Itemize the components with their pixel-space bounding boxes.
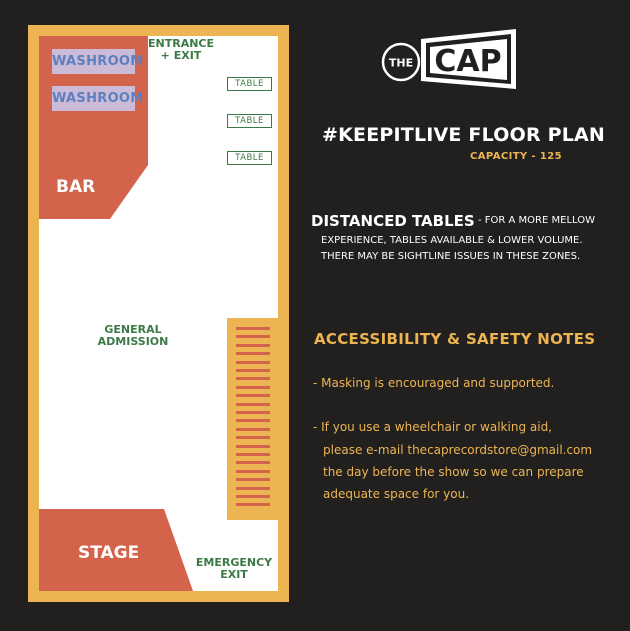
note-masking: - Masking is encouraged and supported.: [313, 376, 555, 390]
stage-label: STAGE: [78, 543, 140, 563]
accessibility-heading: ACCESSIBILITY & SAFETY NOTES: [314, 330, 596, 348]
seat-row-line: [236, 419, 270, 422]
seat-row-line: [236, 436, 270, 439]
note-wheelchair-3: the day before the show so we can prepare: [323, 465, 584, 479]
seat-row-line: [236, 453, 270, 456]
logo-the-text: THE: [388, 56, 414, 70]
seat-row-line: [236, 377, 270, 380]
seat-row-line: [236, 487, 270, 490]
entrance-label: [146, 38, 216, 62]
seat-row-line: [236, 386, 270, 389]
seat-row-line: [236, 428, 270, 431]
seat-row-line: [236, 327, 270, 330]
emergency-exit-label: [194, 557, 274, 581]
washroom-1: WASHROOM: [52, 49, 135, 74]
seat-row-line: [236, 411, 270, 414]
distanced-tables-heading: DISTANCED TABLES: [311, 212, 475, 230]
distanced-tables-zone: [227, 318, 279, 520]
table-3: TABLE: [227, 151, 272, 165]
seat-row-line: [236, 352, 270, 355]
entrance-label-line1: ENTRANCE: [148, 37, 214, 50]
seat-row-line: [236, 344, 270, 347]
emergency-exit-line1: EMERGENCY: [195, 556, 273, 569]
emergency-exit-line2: EXIT: [220, 568, 248, 581]
seat-row-line: [236, 461, 270, 464]
seat-row-line: [236, 403, 270, 406]
bar-label: BAR: [56, 177, 96, 197]
entrance-label-line2: + EXIT: [160, 49, 202, 62]
note-wheelchair-1: - If you use a wheelchair or walking aid,: [313, 420, 552, 434]
distanced-tables-text-2: EXPERIENCE, TABLES AVAILABLE & LOWER VOLUME.: [321, 235, 583, 246]
distanced-tables-text-3: THERE MAY BE SIGHTLINE ISSUES IN THESE ZONES.: [321, 251, 581, 262]
table-1: TABLE: [227, 77, 272, 91]
the-cap-logo: [380, 28, 522, 90]
distanced-tables-text-1: - FOR A MORE MELLOW: [478, 215, 595, 226]
note-wheelchair-2: please e-mail thecaprecordstore@gmail.com: [323, 443, 593, 457]
washroom-2: WASHROOM: [52, 86, 135, 111]
page-title: #KEEPITLIVE FLOOR PLAN: [322, 124, 606, 146]
table-2: TABLE: [227, 114, 272, 128]
note-wheelchair-4: adequate space for you.: [323, 487, 470, 501]
seat-row-line: [236, 478, 270, 481]
seat-row-line: [236, 335, 270, 338]
general-admission-line1: GENERAL: [104, 323, 162, 336]
capacity-label: CAPACITY - 125: [470, 151, 562, 162]
seat-row-line: [236, 445, 270, 448]
seat-row-line: [236, 495, 270, 498]
seat-row-line: [236, 503, 270, 506]
seat-row-line: [236, 369, 270, 372]
general-admission-label: [88, 324, 178, 348]
seat-row-line: [236, 394, 270, 397]
logo-cap-text: CAP: [434, 44, 502, 79]
seat-row-line: [236, 361, 270, 364]
seat-row-line: [236, 470, 270, 473]
general-admission-line2: ADMISSION: [97, 335, 169, 348]
